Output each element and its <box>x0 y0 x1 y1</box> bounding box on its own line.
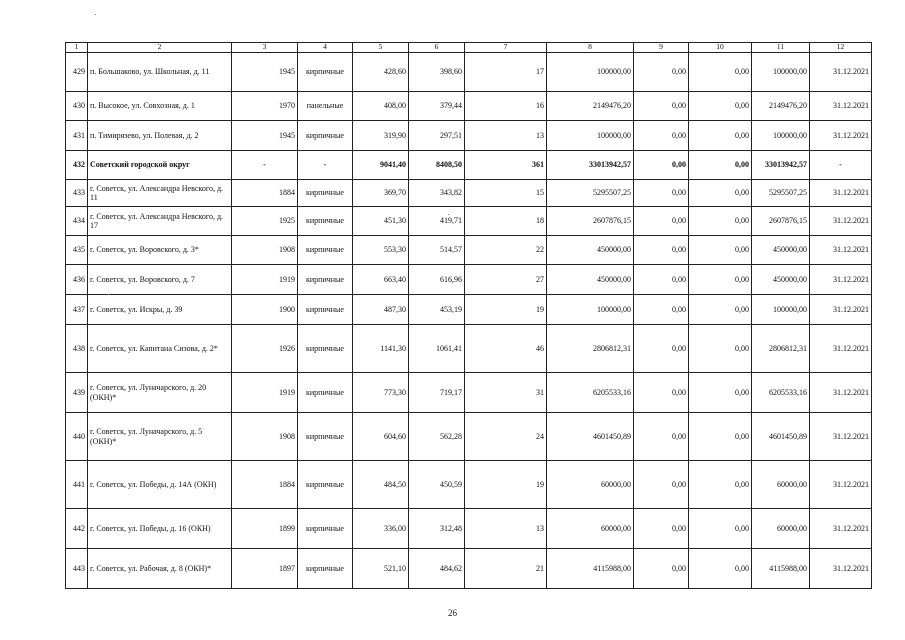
wall-material-cell: кирпичные <box>298 461 353 509</box>
table-row <box>66 53 872 92</box>
address-cell: г. Советск, ул. Луначарского, д. 20 (ОКН)* <box>88 373 232 413</box>
row-number: 432 <box>66 151 88 180</box>
budget-share-cell: 0,00 <box>689 121 752 151</box>
completion-date-cell: 31.12.2021 <box>810 53 872 92</box>
address-cell: г. Советск, ул. Победы, д. 16 (ОКН) <box>88 509 232 549</box>
column-number-4: 4 <box>298 43 353 53</box>
residents-count-cell: 27 <box>465 265 547 295</box>
fund-share-cell: 0,00 <box>634 413 689 461</box>
column-number-header-row <box>66 43 872 53</box>
total-area-cell: 369,70 <box>353 180 409 207</box>
year-built-cell: - <box>232 151 298 180</box>
residents-count-cell: 13 <box>465 509 547 549</box>
row-number: 441 <box>66 461 88 509</box>
completion-date-cell: 31.12.2021 <box>810 121 872 151</box>
fund-share-cell: 0,00 <box>634 180 689 207</box>
living-area-cell: 484,62 <box>409 549 465 589</box>
total-cost-cell: 2149476,20 <box>547 92 634 121</box>
completion-date-cell: 31.12.2021 <box>810 236 872 265</box>
owners-share-cell: 2607876,15 <box>752 207 810 236</box>
living-area-cell: 297,51 <box>409 121 465 151</box>
row-number: 436 <box>66 265 88 295</box>
residents-count-cell: 15 <box>465 180 547 207</box>
wall-material-cell: кирпичные <box>298 549 353 589</box>
address-cell: г. Советск, ул. Капитана Сизова, д. 2* <box>88 325 232 373</box>
living-area-cell: 1061,41 <box>409 325 465 373</box>
budget-share-cell: 0,00 <box>689 461 752 509</box>
living-area-cell: 719,17 <box>409 373 465 413</box>
residents-count-cell: 31 <box>465 373 547 413</box>
wall-material-cell: кирпичные <box>298 295 353 325</box>
total-area-cell: 663,40 <box>353 265 409 295</box>
table-row-subtotal <box>66 151 872 180</box>
year-built-cell: 1919 <box>232 265 298 295</box>
row-number: 430 <box>66 92 88 121</box>
year-built-cell: 1908 <box>232 413 298 461</box>
row-number: 433 <box>66 180 88 207</box>
scan-speck <box>95 14 96 15</box>
total-area-cell: 428,60 <box>353 53 409 92</box>
fund-share-cell: 0,00 <box>634 509 689 549</box>
owners-share-cell: 60000,00 <box>752 461 810 509</box>
completion-date-cell: 31.12.2021 <box>810 325 872 373</box>
budget-share-cell: 0,00 <box>689 509 752 549</box>
budget-share-cell: 0,00 <box>689 53 752 92</box>
total-cost-cell: 2607876,15 <box>547 207 634 236</box>
wall-material-cell: кирпичные <box>298 325 353 373</box>
total-cost-cell: 100000,00 <box>547 53 634 92</box>
fund-share-cell: 0,00 <box>634 236 689 265</box>
fund-share-cell: 0,00 <box>634 53 689 92</box>
table-row <box>66 373 872 413</box>
fund-share-cell: 0,00 <box>634 121 689 151</box>
completion-date-cell: 31.12.2021 <box>810 180 872 207</box>
completion-date-cell: - <box>810 151 872 180</box>
total-cost-cell: 60000,00 <box>547 509 634 549</box>
year-built-cell: 1945 <box>232 53 298 92</box>
total-cost-cell: 450000,00 <box>547 236 634 265</box>
living-area-cell: 379,44 <box>409 92 465 121</box>
page-number: 26 <box>448 608 457 618</box>
residents-count-cell: 46 <box>465 325 547 373</box>
total-cost-cell: 100000,00 <box>547 121 634 151</box>
wall-material-cell: кирпичные <box>298 413 353 461</box>
completion-date-cell: 31.12.2021 <box>810 461 872 509</box>
owners-share-cell: 450000,00 <box>752 236 810 265</box>
table-row <box>66 413 872 461</box>
completion-date-cell: 31.12.2021 <box>810 92 872 121</box>
column-number-5: 5 <box>353 43 409 53</box>
column-number-6: 6 <box>409 43 465 53</box>
total-area-cell: 487,30 <box>353 295 409 325</box>
table-row <box>66 180 872 207</box>
budget-share-cell: 0,00 <box>689 325 752 373</box>
address-cell: г. Советск, ул. Луначарского, д. 5 (ОКН)* <box>88 413 232 461</box>
total-area-cell: 319,90 <box>353 121 409 151</box>
fund-share-cell: 0,00 <box>634 549 689 589</box>
table-row <box>66 509 872 549</box>
year-built-cell: 1884 <box>232 461 298 509</box>
completion-date-cell: 31.12.2021 <box>810 413 872 461</box>
row-number: 434 <box>66 207 88 236</box>
table-row <box>66 325 872 373</box>
total-area-cell: 1141,30 <box>353 325 409 373</box>
residents-count-cell: 16 <box>465 92 547 121</box>
address-cell: г. Советск, ул. Александра Невского, д. 17 <box>88 207 232 236</box>
row-number: 442 <box>66 509 88 549</box>
row-number: 435 <box>66 236 88 265</box>
completion-date-cell: 31.12.2021 <box>810 509 872 549</box>
living-area-cell: 419,71 <box>409 207 465 236</box>
residents-count-cell: 24 <box>465 413 547 461</box>
residents-count-cell: 18 <box>465 207 547 236</box>
completion-date-cell: 31.12.2021 <box>810 549 872 589</box>
wall-material-cell: кирпичные <box>298 236 353 265</box>
wall-material-cell: кирпичные <box>298 509 353 549</box>
wall-material-cell: панельные <box>298 92 353 121</box>
year-built-cell: 1926 <box>232 325 298 373</box>
wall-material-cell: кирпичные <box>298 53 353 92</box>
total-cost-cell: 2806812,31 <box>547 325 634 373</box>
wall-material-cell: кирпичные <box>298 180 353 207</box>
row-number: 431 <box>66 121 88 151</box>
completion-date-cell: 31.12.2021 <box>810 207 872 236</box>
total-area-cell: 451,30 <box>353 207 409 236</box>
address-cell: г. Советск, ул. Рабочая, д. 8 (ОКН)* <box>88 549 232 589</box>
wall-material-cell: кирпичные <box>298 373 353 413</box>
budget-share-cell: 0,00 <box>689 180 752 207</box>
total-area-cell: 484,50 <box>353 461 409 509</box>
owners-share-cell: 2149476,20 <box>752 92 810 121</box>
owners-share-cell: 5295507,25 <box>752 180 810 207</box>
column-number-1: 1 <box>66 43 88 53</box>
total-area-cell: 9041,40 <box>353 151 409 180</box>
year-built-cell: 1919 <box>232 373 298 413</box>
address-cell: г. Советск, ул. Воровского, д. 7 <box>88 265 232 295</box>
living-area-cell: 562,28 <box>409 413 465 461</box>
wall-material-cell: кирпичные <box>298 207 353 236</box>
table-row <box>66 265 872 295</box>
total-cost-cell: 4601450,89 <box>547 413 634 461</box>
table-row <box>66 121 872 151</box>
total-cost-cell: 60000,00 <box>547 461 634 509</box>
residents-count-cell: 361 <box>465 151 547 180</box>
owners-share-cell: 4601450,89 <box>752 413 810 461</box>
fund-share-cell: 0,00 <box>634 151 689 180</box>
table-row <box>66 461 872 509</box>
address-cell: г. Советск, ул. Воровского, д. 3* <box>88 236 232 265</box>
budget-share-cell: 0,00 <box>689 265 752 295</box>
column-number-7: 7 <box>465 43 547 53</box>
row-number: 439 <box>66 373 88 413</box>
row-number: 443 <box>66 549 88 589</box>
owners-share-cell: 33013942,57 <box>752 151 810 180</box>
column-number-9: 9 <box>634 43 689 53</box>
year-built-cell: 1884 <box>232 180 298 207</box>
total-cost-cell: 33013942,57 <box>547 151 634 180</box>
owners-share-cell: 60000,00 <box>752 509 810 549</box>
table-row <box>66 295 872 325</box>
owners-share-cell: 4115988,00 <box>752 549 810 589</box>
table-row <box>66 92 872 121</box>
wall-material-cell: кирпичные <box>298 121 353 151</box>
residents-count-cell: 13 <box>465 121 547 151</box>
address-cell: г. Советск, ул. Александра Невского, д. 11 <box>88 180 232 207</box>
residents-count-cell: 19 <box>465 295 547 325</box>
address-cell: п. Большаково, ул. Школьная, д. 11 <box>88 53 232 92</box>
year-built-cell: 1908 <box>232 236 298 265</box>
year-built-cell: 1970 <box>232 92 298 121</box>
fund-share-cell: 0,00 <box>634 295 689 325</box>
completion-date-cell: 31.12.2021 <box>810 295 872 325</box>
budget-share-cell: 0,00 <box>689 236 752 265</box>
fund-share-cell: 0,00 <box>634 207 689 236</box>
living-area-cell: 398,60 <box>409 53 465 92</box>
completion-date-cell: 31.12.2021 <box>810 373 872 413</box>
budget-share-cell: 0,00 <box>689 549 752 589</box>
residents-count-cell: 19 <box>465 461 547 509</box>
living-area-cell: 514,57 <box>409 236 465 265</box>
year-built-cell: 1925 <box>232 207 298 236</box>
owners-share-cell: 450000,00 <box>752 265 810 295</box>
budget-share-cell: 0,00 <box>689 295 752 325</box>
wall-material-cell: - <box>298 151 353 180</box>
total-area-cell: 604,60 <box>353 413 409 461</box>
budget-share-cell: 0,00 <box>689 413 752 461</box>
budget-share-cell: 0,00 <box>689 92 752 121</box>
address-cell: п. Тимирязево, ул. Полевая, д. 2 <box>88 121 232 151</box>
address-cell: г. Советск, ул. Искры, д. 39 <box>88 295 232 325</box>
address-cell: г. Советск, ул. Победы, д. 14А (ОКН) <box>88 461 232 509</box>
total-area-cell: 336,00 <box>353 509 409 549</box>
wall-material-cell: кирпичные <box>298 265 353 295</box>
total-area-cell: 521,10 <box>353 549 409 589</box>
residents-count-cell: 22 <box>465 236 547 265</box>
housing-registry-table <box>65 42 872 589</box>
column-number-3: 3 <box>232 43 298 53</box>
scan-speck <box>448 214 449 215</box>
year-built-cell: 1945 <box>232 121 298 151</box>
living-area-cell: 450,59 <box>409 461 465 509</box>
column-number-11: 11 <box>752 43 810 53</box>
row-number: 438 <box>66 325 88 373</box>
living-area-cell: 8408,50 <box>409 151 465 180</box>
total-area-cell: 408,00 <box>353 92 409 121</box>
column-number-10: 10 <box>689 43 752 53</box>
owners-share-cell: 100000,00 <box>752 121 810 151</box>
year-built-cell: 1899 <box>232 509 298 549</box>
total-area-cell: 773,30 <box>353 373 409 413</box>
residents-count-cell: 21 <box>465 549 547 589</box>
fund-share-cell: 0,00 <box>634 325 689 373</box>
residents-count-cell: 17 <box>465 53 547 92</box>
budget-share-cell: 0,00 <box>689 151 752 180</box>
table-row <box>66 236 872 265</box>
row-number: 437 <box>66 295 88 325</box>
owners-share-cell: 100000,00 <box>752 295 810 325</box>
fund-share-cell: 0,00 <box>634 461 689 509</box>
row-number: 440 <box>66 413 88 461</box>
total-cost-cell: 450000,00 <box>547 265 634 295</box>
total-cost-cell: 5295507,25 <box>547 180 634 207</box>
owners-share-cell: 100000,00 <box>752 53 810 92</box>
column-number-8: 8 <box>547 43 634 53</box>
fund-share-cell: 0,00 <box>634 265 689 295</box>
fund-share-cell: 0,00 <box>634 92 689 121</box>
completion-date-cell: 31.12.2021 <box>810 265 872 295</box>
year-built-cell: 1900 <box>232 295 298 325</box>
total-cost-cell: 6205533,16 <box>547 373 634 413</box>
fund-share-cell: 0,00 <box>634 373 689 413</box>
living-area-cell: 343,82 <box>409 180 465 207</box>
budget-share-cell: 0,00 <box>689 373 752 413</box>
total-cost-cell: 4115988,00 <box>547 549 634 589</box>
owners-share-cell: 2806812,31 <box>752 325 810 373</box>
living-area-cell: 312,48 <box>409 509 465 549</box>
address-cell: Советский городской округ <box>88 151 232 180</box>
total-cost-cell: 100000,00 <box>547 295 634 325</box>
table-row <box>66 549 872 589</box>
scan-speck <box>108 294 109 295</box>
column-number-12: 12 <box>810 43 872 53</box>
address-cell: п. Высокое, ул. Совхозная, д. 1 <box>88 92 232 121</box>
column-number-2: 2 <box>88 43 232 53</box>
table-row <box>66 207 872 236</box>
owners-share-cell: 6205533,16 <box>752 373 810 413</box>
year-built-cell: 1897 <box>232 549 298 589</box>
living-area-cell: 453,19 <box>409 295 465 325</box>
row-number: 429 <box>66 53 88 92</box>
total-area-cell: 553,30 <box>353 236 409 265</box>
budget-share-cell: 0,00 <box>689 207 752 236</box>
living-area-cell: 616,96 <box>409 265 465 295</box>
table-body <box>66 53 872 589</box>
